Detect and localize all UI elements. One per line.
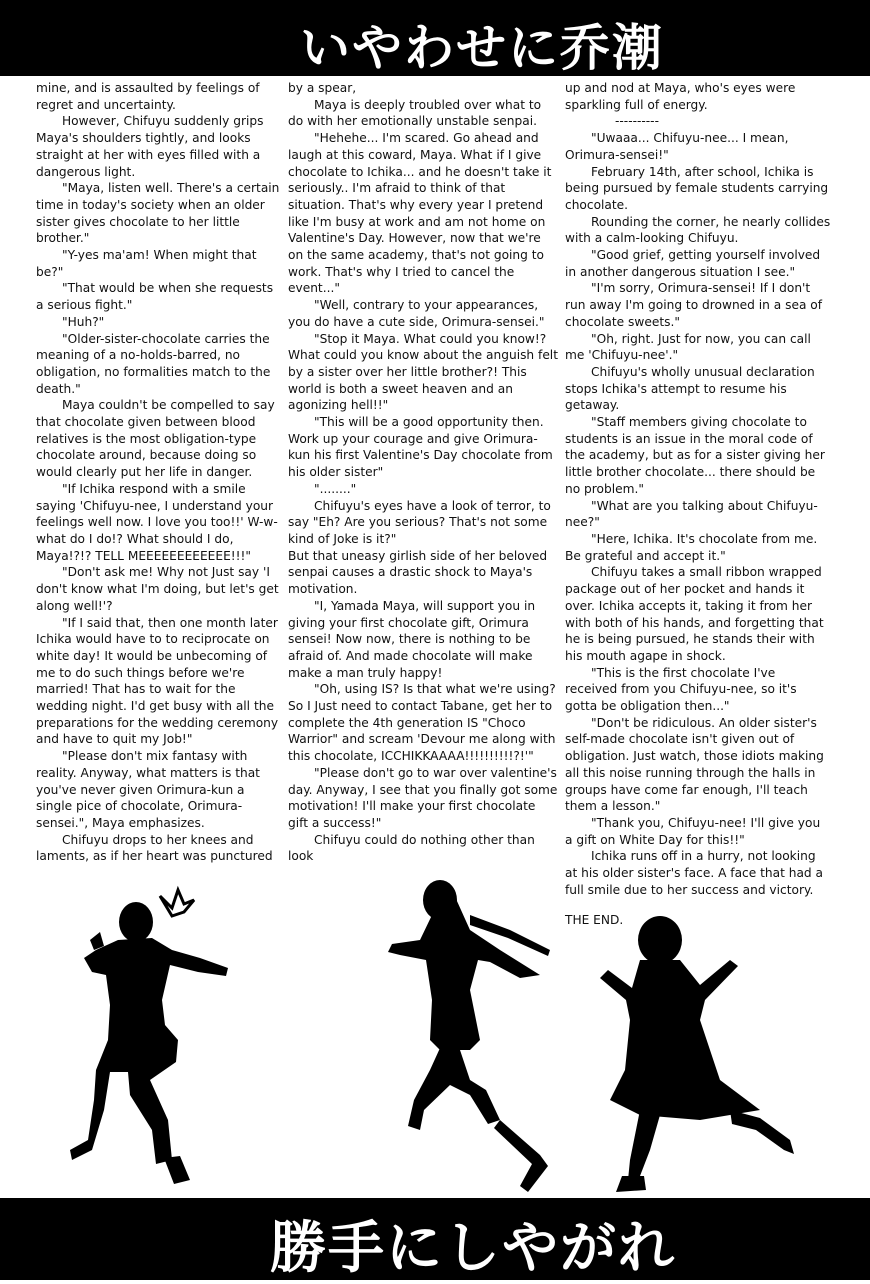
paragraph: "Maya, listen well. There's a certain time in today's society when an older sister gives chocolate to her little brother." — [36, 181, 280, 246]
paragraph: Chifuyu could do nothing other than look — [288, 832, 535, 864]
paragraph: "Older-sister-chocolate carries the meaning of a no-holds-barred, no obligation, no formalities match to the death." — [36, 331, 271, 396]
paragraph: Chifuyu drops to her knees and laments, as if her heart was punctured — [36, 832, 273, 864]
paragraph: "Huh?" — [62, 314, 105, 329]
scene-divider: ---------- — [615, 114, 659, 129]
paragraph: "Here, Ichika. It's chocolate from me. Be grateful and accept it." — [565, 531, 818, 563]
paragraph: "What are you talking about Chifuyu-nee?" — [565, 498, 818, 530]
paragraph: "Don't be ridiculous. An older sister's self-made chocolate isn't given out of obligation. Just watch, those idiots making all this noise running through the halls in groups have come far enough, I'll teach them a lesson." — [565, 715, 824, 814]
footer-band — [0, 1198, 870, 1280]
header-band — [0, 0, 870, 76]
running-girl-silhouette — [388, 880, 550, 1192]
paragraph: "I'm sorry, Orimura-sensei! If I don't run away I'm going to drowned in a sea of chocolate sweets." — [565, 281, 823, 329]
paragraph: "Uwaaa... Chifuyu-nee... I mean, Orimura-sensei!" — [565, 131, 789, 162]
paragraph: "Y-yes ma'am! When might that be?" — [36, 248, 257, 279]
paragraph: "Stop it Maya. What could you know!? What could you know about the anguish felt by a sister over her little brother?! This world is both a sweet heaven and an agonizing hell!!" — [288, 331, 558, 413]
paragraph: "........" — [314, 481, 357, 496]
header-title: いやわせに乔潮 — [300, 18, 664, 77]
paragraph: "Good grief, getting yourself involved in another dangerous situation I see." — [565, 248, 821, 279]
paragraph: "I, Yamada Maya, will support you in giving your first chocolate gift, Orimura sensei! Now now, there is nothing to be afraid of. And made chocolate will make make a man truly happy! — [288, 598, 536, 680]
text-column-3 — [565, 80, 831, 929]
paragraph: Rounding the corner, he nearly collides with a calm-looking Chifuyu. — [565, 214, 831, 246]
paragraph: Chifuyu's eyes have a look of terror, to say "Eh? Are you serious? That's not some kind of Joke is it?" — [288, 498, 551, 546]
text-column-1 — [36, 80, 280, 865]
paragraph: Maya is deeply troubled over what to do with her emotionally unstable senpai. — [288, 97, 542, 129]
paragraph: "Please don't mix fantasy with reality. Anyway, what matters is that you've never given Orimura-kun a single pice of chocolate, Orimura-sensei.", Maya emphasizes. — [36, 749, 260, 830]
paragraph: But that uneasy girlish side of her beloved senpai causes a drastic shock to Maya's motivation. — [288, 548, 548, 597]
paragraph: "That would be when she requests a serious fight." — [36, 281, 274, 313]
paragraph: Ichika runs off in a hurry, not looking at his older sister's face. A face that had a full smile due to her success and victory. — [565, 849, 824, 897]
paragraph: "This is the first chocolate I've received from you Chifuyu-nee, so it's gotta be obligation then..." — [565, 665, 797, 714]
the-end-label: THE END. — [565, 913, 624, 928]
paragraph: "Oh, using IS? Is that what we're using? So I Just need to contact Tabane, get her to complete the 4th generation IS "Choco Warrior" and scream 'Devour me along with this chocolate, ICCHIKKAAAA!!!!!!!!!!?!'" — [288, 682, 556, 764]
paragraph: "This will be a good opportunity then. Work up your courage and give Orimura-kun his first Valentine's Day chocolate from his older sister" — [288, 415, 553, 480]
paragraph: "Hehehe... I'm scared. Go ahead and laugh at this coward, Maya. What if I give chocolate to Ichika... and he doesn't take it seriously.. I'm afraid to think of that situation. That's why every year I pretend like I'm busy at work and am not home on Valentine's Day. However, now that we're on the same academy, that's not going to work. That's why I tried to cancel the event..." — [288, 131, 552, 296]
paragraph: "Well, contrary to your appearances, you do have a cute side, Orimura-sensei." — [288, 298, 545, 329]
paragraph: Maya couldn't be compelled to say that chocolate given between blood relatives is the most obligation-type chocolate around, because doing so would clearly put her life in danger. — [36, 398, 275, 480]
paragraph: "If Ichika respond with a smile saying 'Chifuyu-nee, I understand your feelings well now. I love you too!!' W-w-what do I do!? What should I do, Maya!?!? TELL MEEEEEEEEEEEE!!!" — [36, 481, 278, 563]
paragraph: However, Chifuyu suddenly grips Maya's shoulders tightly, and looks straight at her with eyes filled with a dangerous light. — [36, 114, 264, 179]
text-column-2 — [288, 80, 558, 865]
paragraph: up and nod at Maya, who's eyes were sparkling full of energy. — [565, 81, 796, 112]
paragraph: "Thank you, Chifuyu-nee! I'll give you a gift on White Day for this!!" — [565, 815, 821, 847]
paragraph: "Please don't go to war over valentine's day. Anyway, I see that you finally got some motivation! I'll make your first chocolate gift a success!" — [288, 765, 558, 830]
paragraph: Chifuyu takes a small ribbon wrapped package out of her pocket and hands it over. Ichika accepts it, taking it from her with both of his hands, and forgetting that he is being pursued, he stands their with his mouth agape in shock. — [565, 565, 824, 663]
paragraph: February 14th, after school, Ichika is being pursued by female students carrying chocolate. — [565, 164, 829, 212]
paragraph: Chifuyu's wholly unusual declaration stops Ichika's attempt to resume his getaway. — [565, 364, 815, 413]
running-boy-silhouette — [70, 890, 228, 1184]
paragraph: by a spear, — [288, 81, 357, 95]
paragraph: "Don't ask me! Why not Just say 'I don't know what I'm doing, but let's get along well!'? — [36, 565, 279, 613]
paragraph: mine, and is assaulted by feelings of regret and uncertainty. — [36, 81, 260, 112]
silhouette-illustration — [0, 860, 870, 1198]
footer-title: 勝手にしやがれ — [270, 1215, 676, 1281]
paragraph: "Oh, right. Just for now, you can call me 'Chifuyu-nee'." — [565, 331, 811, 363]
standing-girl-silhouette — [600, 916, 794, 1192]
paragraph: "If I said that, then one month later Ichika would have to to reciprocate on white day! It would be unbecoming of me to do such things before we're married! That has to wait for the wedding night. I'd get busy with all the preparations for the wedding ceremony and have to quit my Job!" — [36, 615, 279, 747]
paragraph: "Staff members giving chocolate to students is an issue in the moral code of the academy, but as for a sister giving her little brother chocolate... there should be no problem." — [565, 415, 825, 496]
